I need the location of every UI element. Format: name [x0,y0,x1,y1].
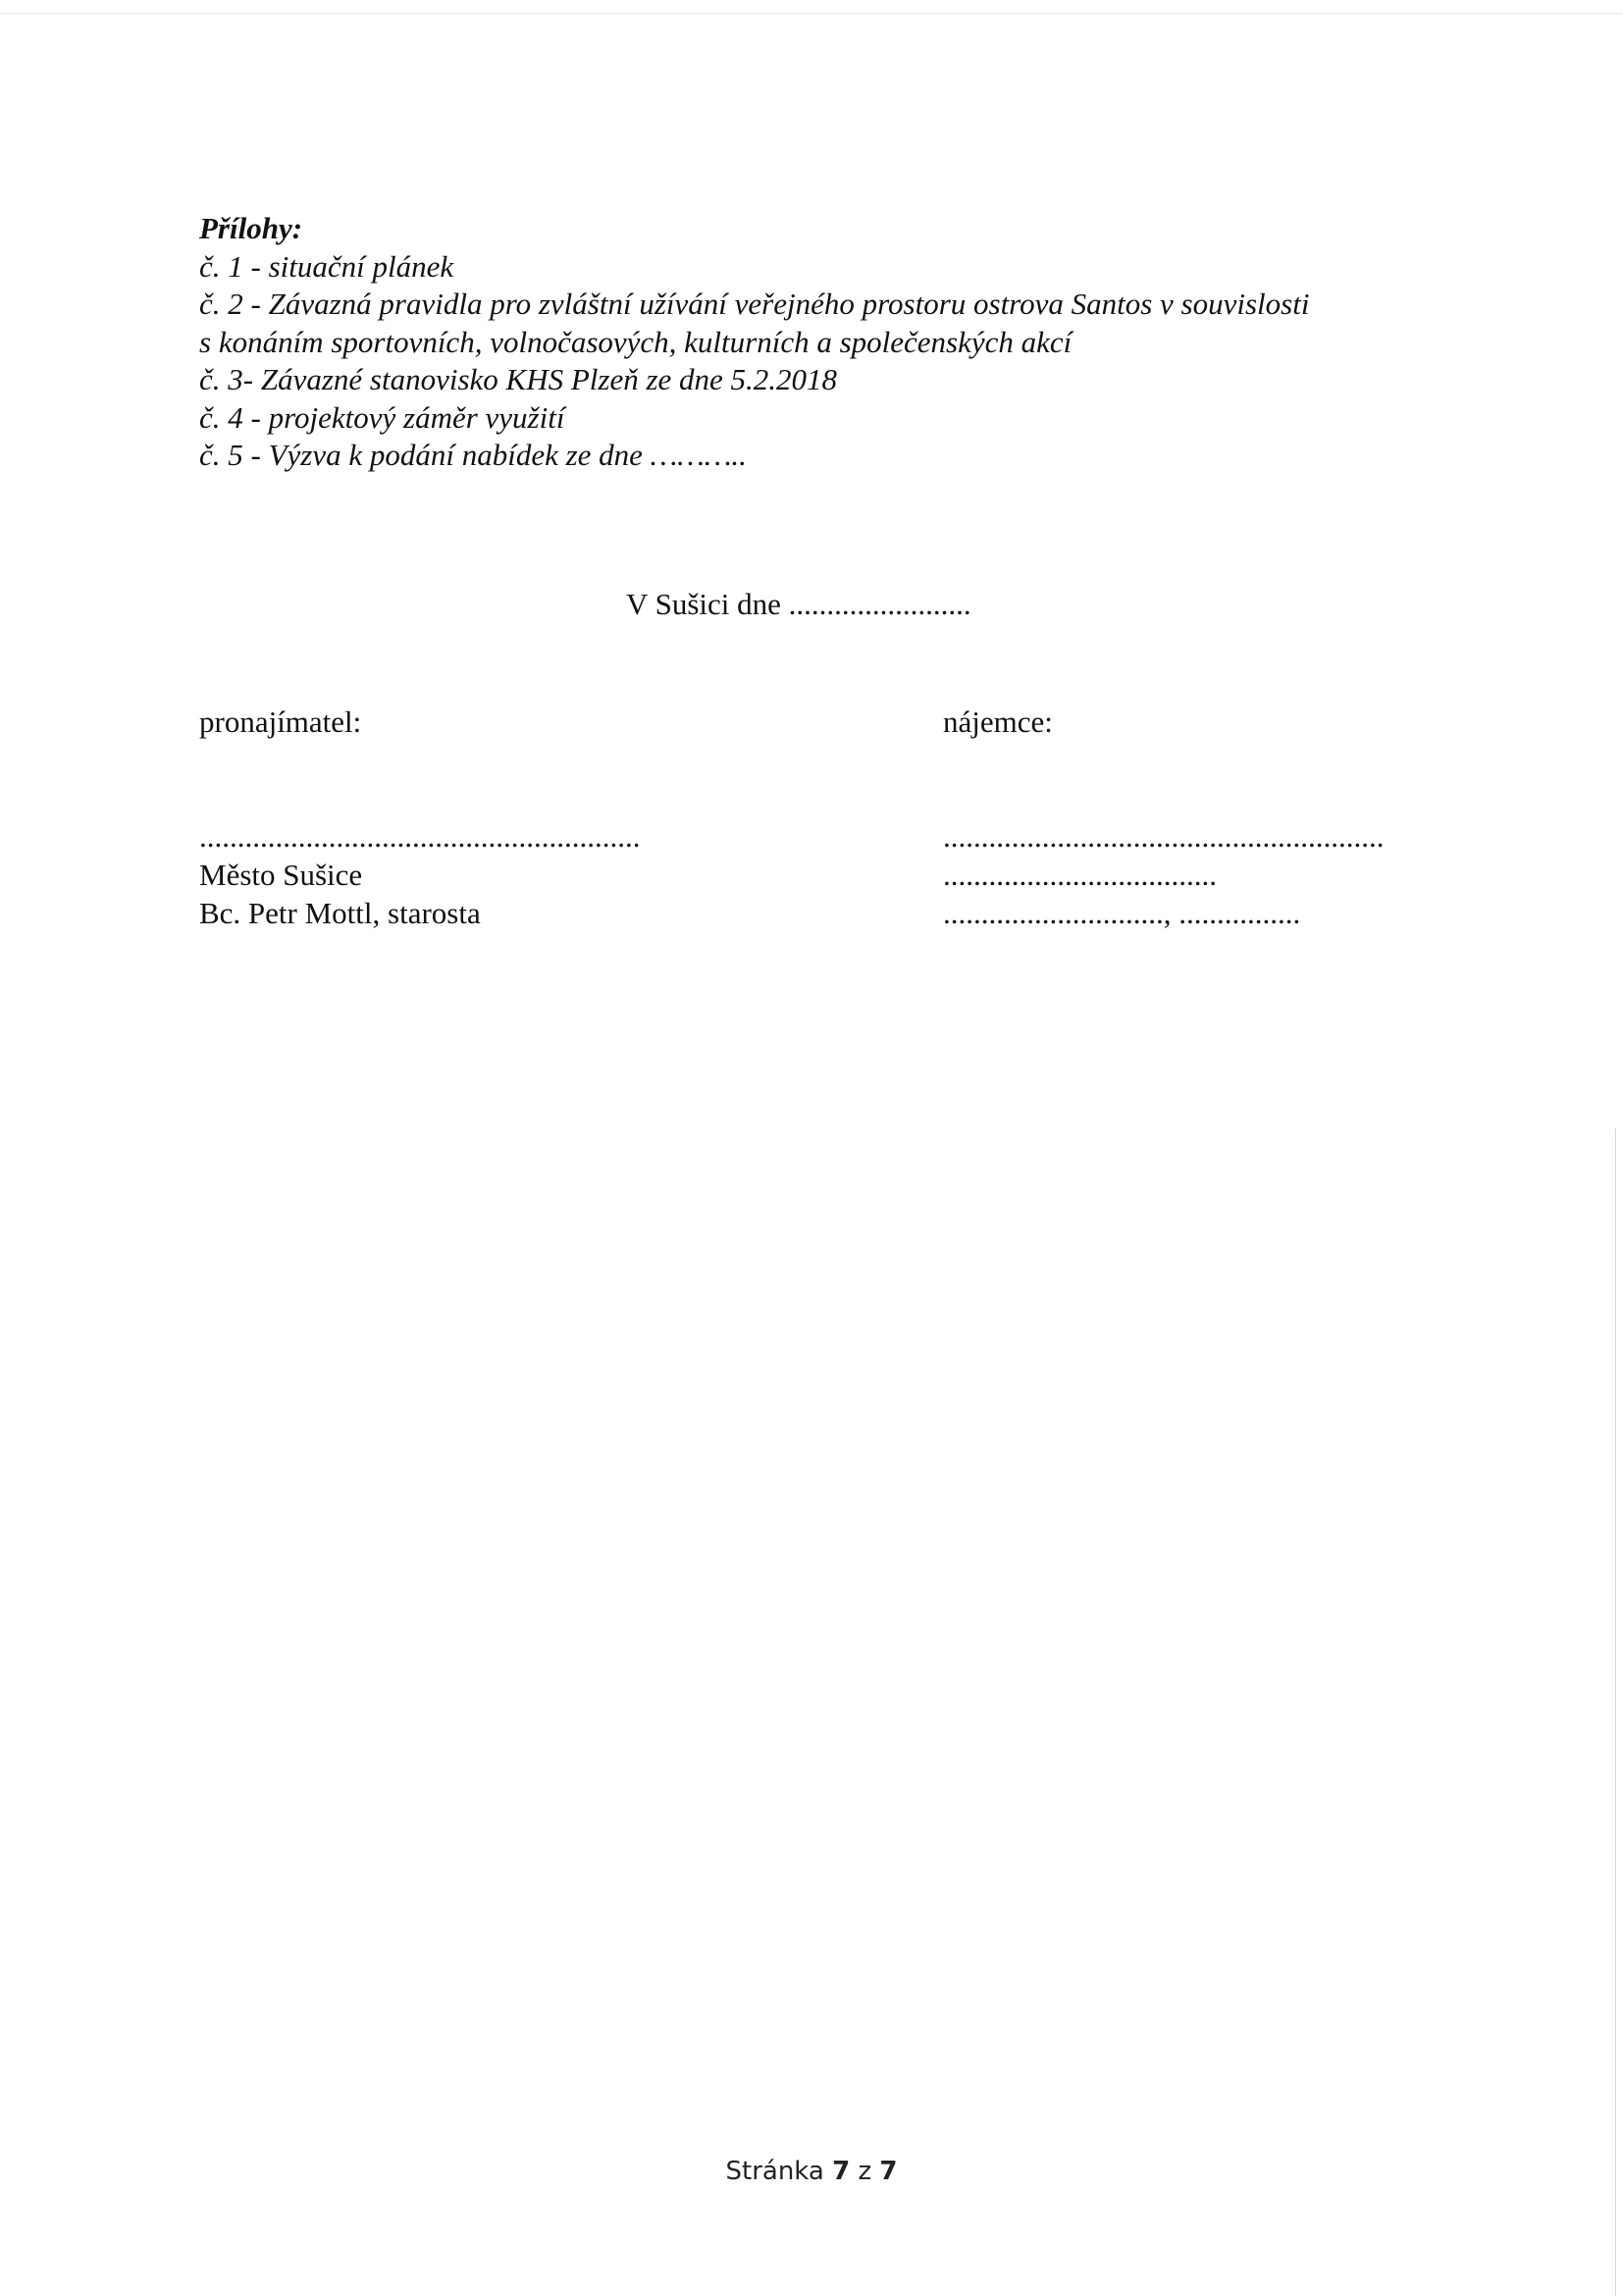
landlord-label: pronajímatel: [199,704,362,739]
total-pages: 7 [879,2157,898,2186]
attachment-item: č. 2 - Závazná pravidla pro zvláštní užívání veřejného prostoru ostrova Santos v souvislosti [199,287,1310,321]
tenant-label: nájemce: [943,704,1053,739]
scan-edge-right [1615,1128,1616,2296]
attachment-item: č. 3- Závazné stanovisko KHS Plzeň ze dne 5.2.2018 [199,362,838,396]
attachment-item: č. 4 - projektový záměr využití [199,399,565,435]
tenant-name-line: .................................... [943,858,1217,892]
current-page: 7 [832,2157,851,2186]
attachment-item: č. 1 - situační plánek [199,248,454,284]
landlord-signature-line: .......................................................... [199,819,641,854]
page-label: Stránka [725,2157,824,2186]
attachments-section [199,210,1475,475]
tenant-representative-line: ............................., ................ [943,896,1301,930]
attachment-item: s konáním sportovních, volnočasových, kulturních a společenských akcí [199,324,1073,359]
page-separator: z [858,2157,872,2186]
landlord-signature-block [199,817,641,932]
attachments-heading: Přílohy: [199,211,303,245]
tenant-signature-line: .......................................................... [943,819,1385,854]
tenant-signature-block [943,817,1385,932]
place-date-line: V Sušici dne ........................ [626,587,971,621]
landlord-name: Město Sušice [199,858,363,892]
page-number-footer [0,2157,1623,2186]
attachment-item: č. 5 - Výzva k podání nabídek ze dne ……….. [199,438,747,472]
scan-edge-top [0,0,1623,14]
landlord-representative: Bc. Petr Mottl, starosta [199,896,481,930]
